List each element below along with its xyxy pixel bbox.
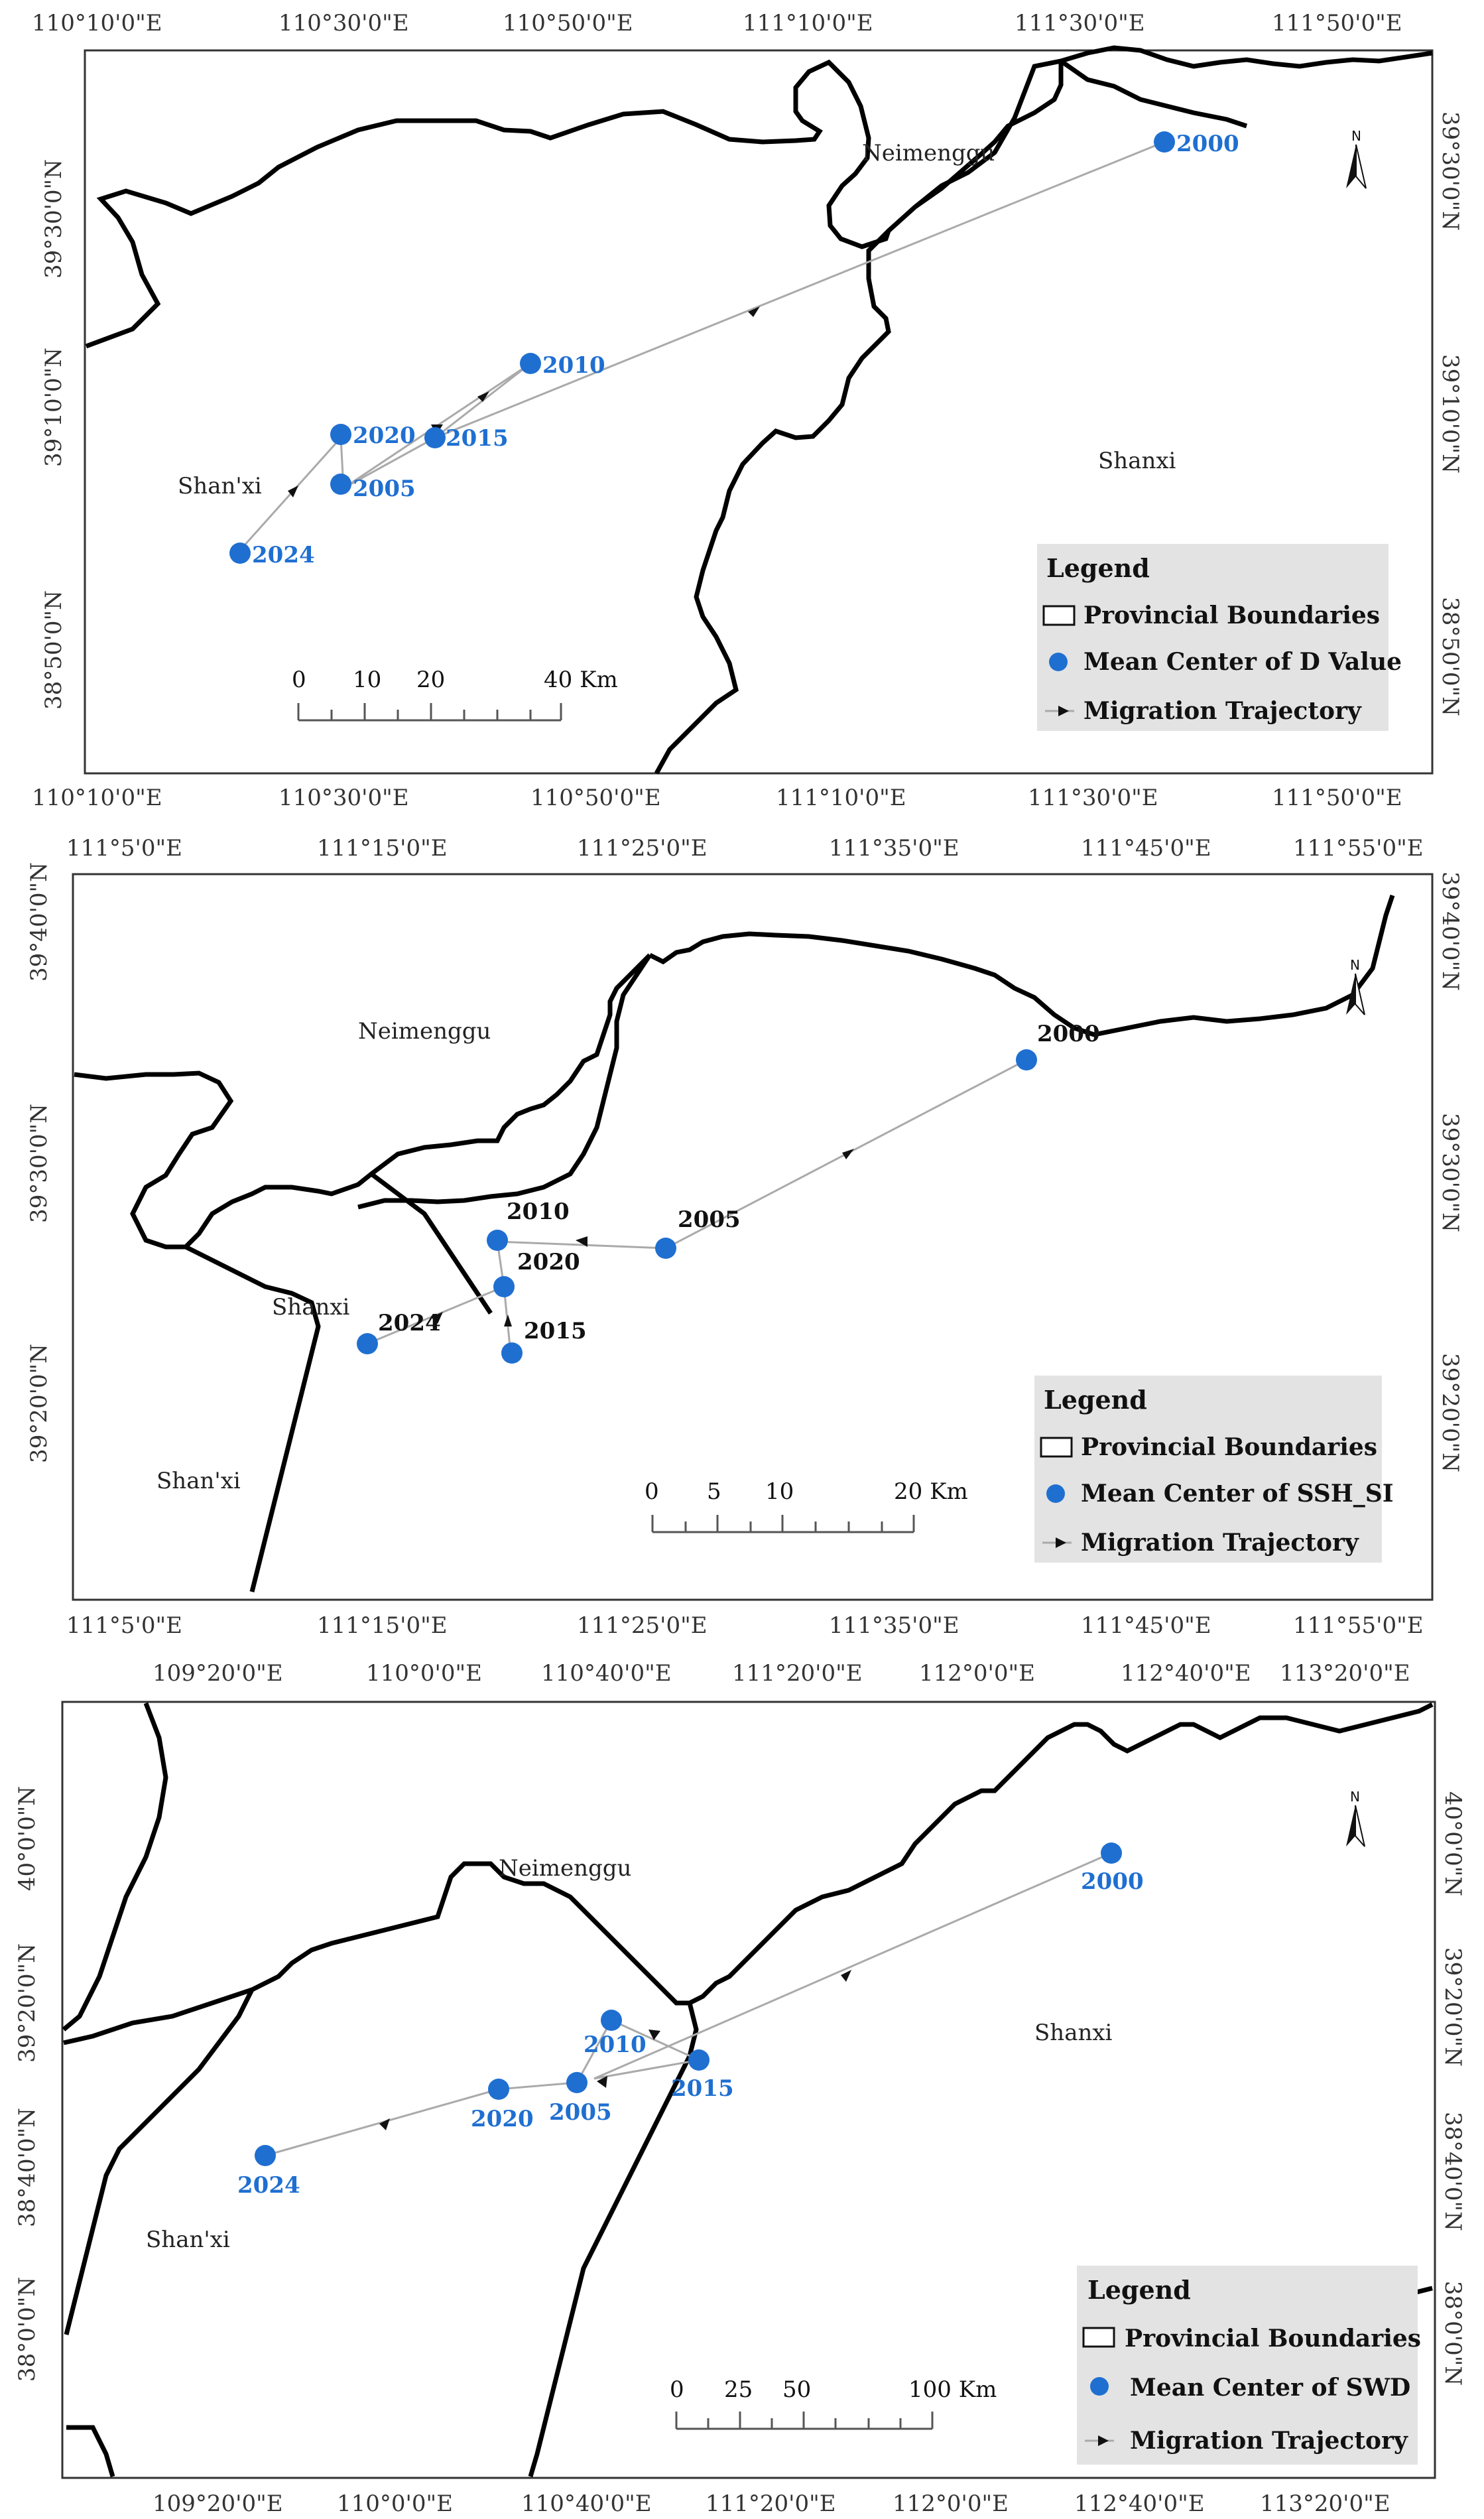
legend-title: Legend (1087, 2275, 1191, 2305)
year-label: 2010 (584, 2032, 647, 2058)
legend-center: Mean Center of D Value (1083, 648, 1402, 676)
mean-center-point (1016, 1049, 1037, 1070)
top-axis-label: 110°50'0"E (503, 10, 633, 36)
svg-text:N: N (1350, 957, 1360, 973)
right-axis-label: 39°20'0"N (1440, 1947, 1466, 2067)
svg-text:5: 5 (707, 1478, 721, 1505)
right-axis-label: 39°20'0"N (1437, 1353, 1463, 1472)
top-axis-label: 110°10'0"E (32, 10, 162, 36)
year-label: 2024 (237, 2172, 300, 2199)
legend-center: Mean Center of SSH_SI (1081, 1480, 1394, 1508)
svg-text:25: 25 (724, 2376, 753, 2403)
top-axis-label: 110°0'0"E (366, 1660, 482, 1687)
bottom-axis-label: 111°55'0"E (1293, 1612, 1424, 1639)
mean-center-point (520, 353, 541, 374)
top-axis-label: 110°40'0"E (541, 1660, 672, 1687)
year-label: 2005 (549, 2099, 612, 2126)
mean-center-point (601, 2010, 622, 2031)
legend-trajectory: Migration Trajectory (1083, 697, 1361, 725)
legend-boundary: Provincial Boundaries (1081, 1433, 1378, 1461)
svg-text:0: 0 (292, 667, 306, 693)
bottom-axis-label: 113°20'0"E (1260, 2490, 1391, 2517)
year-label: 2024 (378, 1310, 441, 1336)
top-axis-label: 109°20'0"E (153, 1660, 283, 1687)
mean-center-point (501, 1342, 523, 1364)
top-axis-label: 111°10'0"E (743, 10, 873, 36)
year-label: 2015 (524, 1318, 587, 1344)
mean-center-point (1101, 1842, 1122, 1864)
mean-center-point (229, 543, 251, 564)
legend (1034, 1376, 1394, 1563)
bottom-axis-label: 112°0'0"E (893, 2490, 1009, 2517)
year-label: 2010 (542, 352, 605, 379)
bottom-axis-label: 111°45'0"E (1081, 1612, 1211, 1639)
year-label: 2020 (353, 422, 416, 449)
legend-title: Legend (1044, 1385, 1147, 1415)
right-axis-label: 38°40'0"N (1440, 2112, 1466, 2231)
svg-text:10: 10 (765, 1478, 794, 1505)
svg-text:40 Km: 40 Km (544, 667, 618, 693)
mean-center-point (1154, 131, 1175, 153)
right-axis-label: 38°0'0"N (1440, 2280, 1466, 2386)
top-axis-label: 111°20'0"E (732, 1660, 863, 1687)
mean-center-point (330, 474, 351, 495)
top-axis-label: 111°50'0"E (1272, 10, 1402, 36)
mean-center-point (566, 2072, 587, 2093)
left-axis-label: 38°40'0"N (14, 2108, 40, 2227)
mean-center-point (493, 1276, 515, 1297)
bottom-axis-label: 109°20'0"E (153, 2490, 283, 2517)
top-axis-label: 111°15'0"E (317, 835, 448, 862)
region-label: Shan'xi (146, 2227, 230, 2253)
region-label: Shan'xi (156, 1468, 241, 1494)
bottom-axis-label: 110°50'0"E (530, 785, 661, 811)
bottom-axis-label: 112°40'0"E (1074, 2490, 1205, 2517)
top-axis-label: 111°25'0"E (577, 835, 708, 862)
left-axis-label: 39°20'0"N (14, 1943, 40, 2063)
mean-center-point (655, 1238, 676, 1259)
bottom-axis-label: 111°10'0"E (776, 785, 906, 811)
year-label: 2000 (1176, 131, 1239, 157)
mean-center-point (330, 424, 351, 445)
top-axis-label: 111°5'0"E (66, 835, 182, 862)
region-label: Neimenggu (499, 1855, 632, 1882)
top-axis-label: 113°20'0"E (1280, 1660, 1410, 1687)
left-axis-label: 38°50'0"N (40, 590, 67, 710)
bottom-axis-label: 110°0'0"E (337, 2490, 453, 2517)
svg-text:50: 50 (782, 2376, 812, 2403)
legend (1037, 544, 1402, 731)
svg-text:N: N (1351, 128, 1361, 144)
left-axis-label: 38°0'0"N (14, 2276, 40, 2382)
top-axis-label: 112°40'0"E (1121, 1660, 1251, 1687)
bottom-axis-label: 110°10'0"E (32, 785, 162, 811)
mean-center-point (255, 2145, 276, 2166)
legend-boundary: Provincial Boundaries (1083, 602, 1381, 629)
mean-center-point (688, 2049, 710, 2071)
bottom-axis-label: 111°35'0"E (829, 1612, 959, 1639)
right-axis-label: 39°30'0"N (1437, 1113, 1463, 1232)
bottom-axis-label: 111°15'0"E (317, 1612, 448, 1639)
left-axis-label: 39°20'0"N (26, 1344, 52, 1463)
year-label: 2005 (353, 476, 416, 502)
mean-center-point (488, 2079, 509, 2100)
year-label: 2005 (678, 1206, 741, 1233)
svg-text:0: 0 (645, 1478, 659, 1505)
top-axis-label: 111°55'0"E (1293, 835, 1424, 862)
right-axis-label: 39°10'0"N (1437, 354, 1463, 474)
svg-text:100 Km: 100 Km (908, 2376, 997, 2403)
year-label: 2000 (1081, 1868, 1144, 1895)
right-axis-label: 38°50'0"N (1437, 597, 1463, 716)
right-axis-label: 40°0'0"N (1440, 1791, 1466, 1897)
map-swd (14, 1660, 1466, 2517)
map-ssh-si (26, 835, 1463, 1639)
legend-trajectory: Migration Trajectory (1081, 1529, 1359, 1557)
bottom-axis-label: 110°40'0"E (521, 2490, 652, 2517)
region-label: Neimenggu (862, 140, 995, 166)
mean-center-point (357, 1333, 378, 1354)
bottom-axis-label: 111°50'0"E (1272, 785, 1402, 811)
region-label: Shanxi (272, 1294, 350, 1321)
year-label: 2020 (517, 1249, 580, 1275)
right-axis-label: 39°30'0"N (1437, 111, 1463, 231)
left-axis-label: 39°10'0"N (40, 348, 67, 467)
left-axis-label: 39°30'0"N (40, 159, 67, 279)
svg-text:10: 10 (353, 667, 382, 693)
bottom-axis-label: 111°25'0"E (577, 1612, 708, 1639)
region-label: Shanxi (1098, 448, 1176, 474)
legend (1077, 2266, 1421, 2465)
region-label: Shanxi (1034, 2020, 1113, 2046)
svg-text:20 Km: 20 Km (894, 1478, 968, 1505)
left-axis-label: 39°40'0"N (26, 862, 52, 982)
legend-title: Legend (1046, 553, 1150, 583)
year-label: 2020 (471, 2106, 534, 2132)
legend-trajectory: Migration Trajectory (1130, 2427, 1408, 2455)
mean-center-point (487, 1230, 508, 1251)
legend-center: Mean Center of SWD (1130, 2374, 1411, 2402)
bottom-axis-label: 111°20'0"E (706, 2490, 836, 2517)
bottom-axis-label: 111°5'0"E (66, 1612, 182, 1639)
year-label: 2015 (446, 425, 509, 452)
mean-center-point (424, 427, 446, 448)
svg-text:N: N (1350, 1789, 1360, 1805)
right-axis-label: 39°40'0"N (1437, 872, 1463, 991)
svg-text:0: 0 (670, 2376, 684, 2403)
map-d-value (32, 10, 1463, 811)
region-label: Shan'xi (178, 473, 262, 499)
top-axis-label: 111°45'0"E (1081, 835, 1211, 862)
top-axis-label: 111°35'0"E (829, 835, 959, 862)
top-axis-label: 112°0'0"E (919, 1660, 1035, 1687)
svg-text:20: 20 (416, 667, 446, 693)
left-axis-label: 39°30'0"N (26, 1104, 52, 1223)
year-label: 2024 (252, 542, 315, 568)
year-label: 2010 (507, 1198, 570, 1225)
bottom-axis-label: 110°30'0"E (278, 785, 409, 811)
legend-boundary: Provincial Boundaries (1125, 2325, 1422, 2353)
year-label: 2000 (1037, 1021, 1100, 1047)
year-label: 2015 (671, 2075, 734, 2102)
left-axis-label: 40°0'0"N (14, 1785, 40, 1892)
top-axis-label: 110°30'0"E (278, 10, 409, 36)
bottom-axis-label: 111°30'0"E (1028, 785, 1158, 811)
top-axis-label: 111°30'0"E (1015, 10, 1145, 36)
region-label: Neimenggu (358, 1018, 491, 1045)
